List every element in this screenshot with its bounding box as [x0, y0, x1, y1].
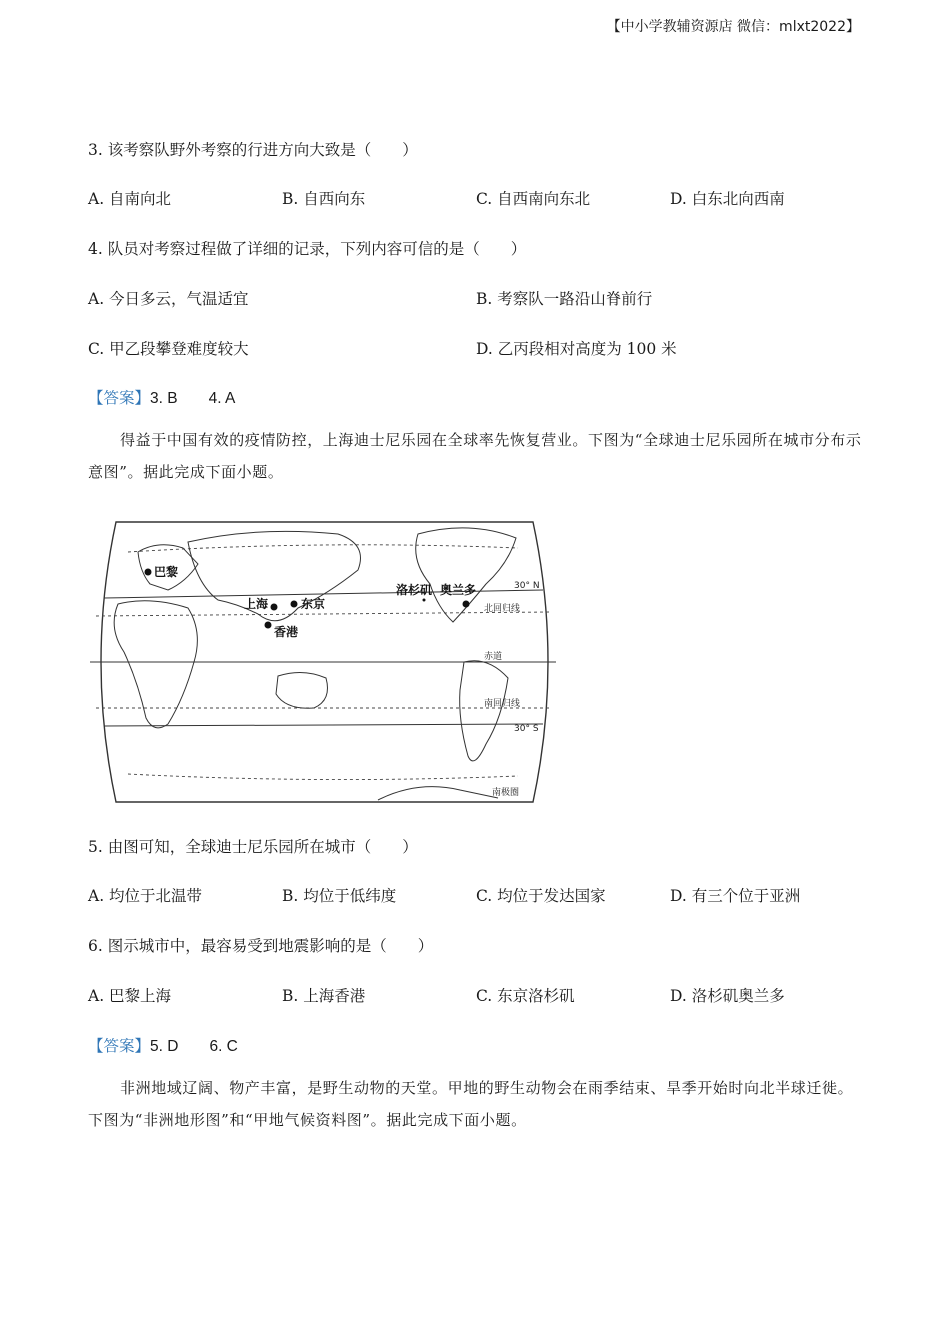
- q4-option-d: D. 乙丙段相对高度为 100 米: [476, 340, 677, 358]
- answer-label: 【答案】: [88, 389, 151, 407]
- los-angeles-label: 洛杉矶: [396, 583, 433, 597]
- q6-option-d: D. 洛杉矶奥兰多: [670, 987, 785, 1005]
- question-4-stem: 4. 队员对考察过程做了详细的记录，下列内容可信的是（ ）: [88, 240, 527, 258]
- paris-marker: [145, 569, 152, 576]
- question-6-stem: 6. 图示城市中，最容易受到地震影响的是（ ）: [88, 937, 434, 955]
- q4-option-a: A. 今日多云，气温适宜: [88, 290, 249, 308]
- lat-30n-label: 30° N: [514, 581, 540, 591]
- q5-option-d: D. 有三个位于亚洲: [670, 887, 801, 905]
- orlando-marker: [463, 601, 470, 608]
- antarctica-shape: [378, 787, 498, 800]
- question-5-stem: 5. 由图可知，全球迪士尼乐园所在城市（ ）: [88, 838, 418, 856]
- south-america-shape: [460, 661, 508, 761]
- q5-option-b: B. 均位于低纬度: [282, 887, 397, 905]
- lat-30s-label: 30° S: [514, 724, 539, 734]
- australia-shape: [276, 672, 328, 708]
- intro-text: 非洲地域辽阔、物产丰富，是野生动物的天堂。甲地的野生动物会在雨季结束、旱季开始时向北半球迁徙。下图为“非洲地形图”和“甲地气候资料图”。据此完成下面小题。: [88, 1079, 854, 1129]
- tropic-cancer-label: 北回归线: [484, 604, 521, 614]
- arctic-circle-line: [128, 545, 518, 552]
- tropic-capricorn-label: 南回归线: [484, 699, 521, 709]
- shanghai-marker: [271, 604, 278, 611]
- paris-label: 巴黎: [154, 565, 179, 579]
- antarctic-label: 南极圈: [492, 788, 520, 798]
- q3-option-a: A. 自南向北: [88, 190, 172, 208]
- q6-option-c: C. 东京洛杉矶: [476, 987, 575, 1005]
- lat-30s-line: [104, 724, 543, 726]
- q4-option-c: C. 甲乙段攀登难度较大: [88, 340, 249, 358]
- answer-block-2: [88, 1034, 238, 1056]
- africa-shape: [114, 601, 197, 728]
- intro-paragraph-1: [88, 424, 868, 488]
- question-3-stem: 3. 该考察队野外考察的行进方向大致是（ ）: [88, 141, 418, 159]
- page-header: 【中小学教辅资源店 微信：mlxt2022】: [606, 19, 860, 35]
- antarctic-circle-line: [128, 774, 518, 780]
- shanghai-label: 上海: [244, 597, 269, 611]
- q4-option-b: B. 考察队一路沿山脊前行: [476, 290, 653, 308]
- answer-value: 5. D 6. C: [150, 1038, 238, 1055]
- q5-option-c: C. 均位于发达国家: [476, 887, 606, 905]
- tokyo-marker: [291, 601, 298, 608]
- answer-block-1: [88, 386, 235, 408]
- q3-option-d: D. 白东北向西南: [670, 190, 785, 208]
- intro-paragraph-2: [88, 1072, 868, 1136]
- tropic-cancer-line: [96, 612, 550, 616]
- q3-option-b: B. 自西向东: [282, 190, 366, 208]
- los-angeles-marker: [423, 599, 426, 602]
- q6-option-b: B. 上海香港: [282, 987, 366, 1005]
- answer-value: 3. B 4. A: [150, 390, 236, 407]
- q5-option-a: A. 均位于北温带: [88, 887, 203, 905]
- hongkong-marker: [265, 622, 272, 629]
- tokyo-label: 东京: [301, 597, 326, 611]
- equator-label: 赤道: [484, 652, 503, 662]
- world-disney-map: [88, 512, 558, 812]
- intro-text: 得益于中国有效的疫情防控，上海迪士尼乐园在全球率先恢复营业。下图为“全球迪士尼乐园所在城市分布示意图”。据此完成下面小题。: [88, 431, 862, 481]
- answer-label: 【答案】: [88, 1037, 151, 1055]
- hongkong-label: 香港: [274, 625, 299, 639]
- orlando-label: 奥兰多: [440, 583, 477, 597]
- q3-option-c: C. 自西南向东北: [476, 190, 591, 208]
- q6-option-a: A. 巴黎上海: [88, 987, 172, 1005]
